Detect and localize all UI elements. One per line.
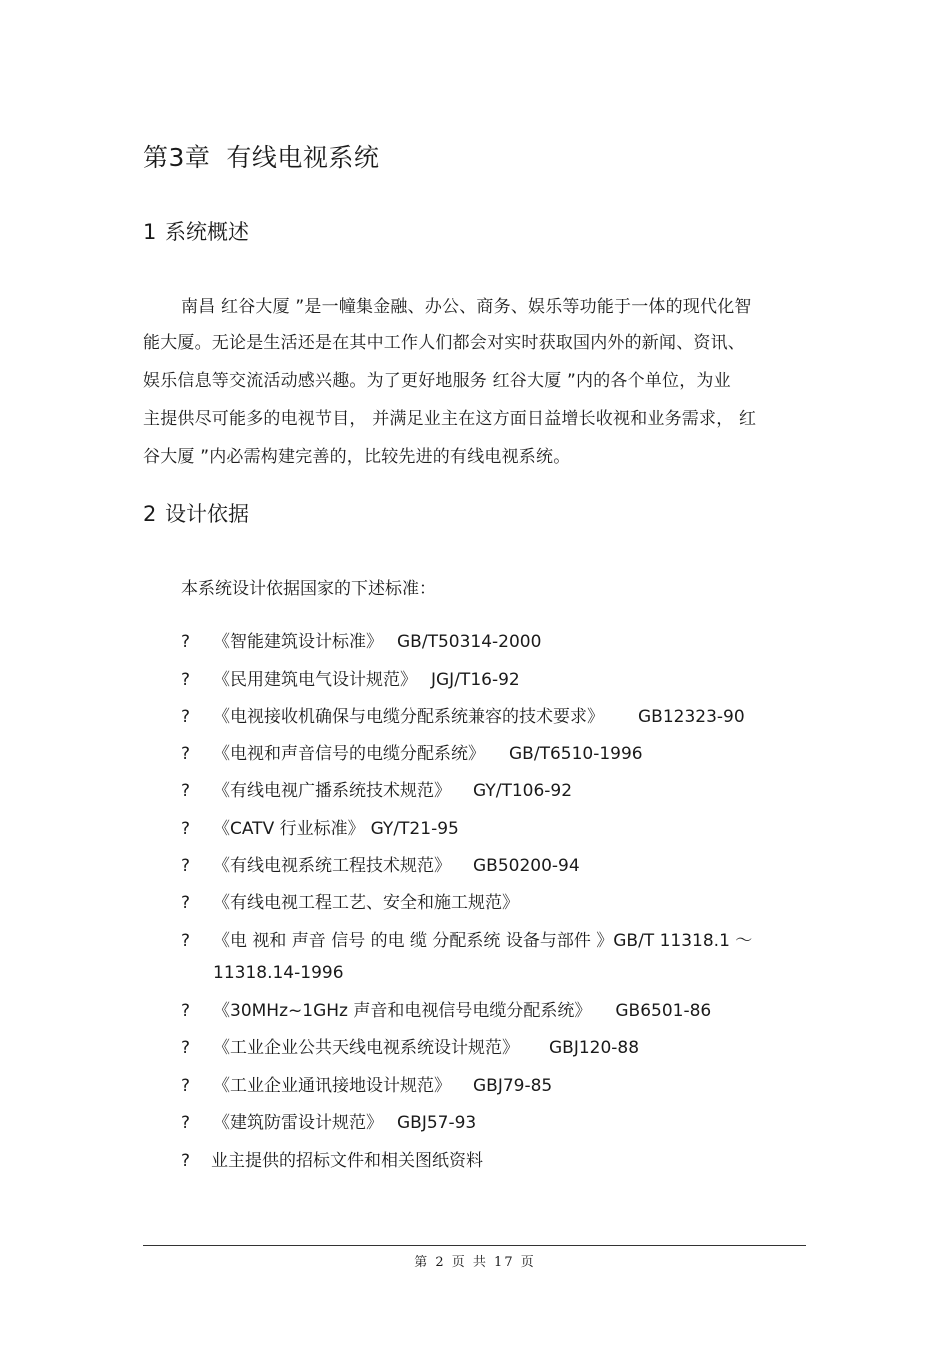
bullet-glyph: ? (181, 1151, 191, 1171)
footer-divider (143, 1245, 806, 1246)
standard-name: 《CATV 行业标准》 (213, 819, 365, 839)
standard-item (181, 627, 541, 652)
standard-name: 《建筑防雷设计规范》 (213, 1113, 383, 1133)
bullet-glyph: ? (181, 744, 191, 764)
standard-name: 《工业企业公共天线电视系统设计规范》 (213, 1038, 519, 1058)
standard-name: 《智能建筑设计标准》 (213, 632, 383, 652)
standard-item (181, 814, 459, 839)
overview-line: 娱乐信息等交流活动感兴趣。为了更好地服务 红谷大厦 ”内的各个单位，为业 (143, 371, 731, 391)
standard-item (181, 851, 580, 876)
standard-item (181, 926, 752, 951)
bullet-glyph: ? (181, 781, 191, 801)
standard-item (181, 996, 711, 1021)
bullet-glyph: ? (181, 632, 191, 652)
standard-code: GBJ120-88 (549, 1038, 640, 1058)
bullet-glyph: ? (181, 670, 191, 690)
standard-code: GBJ79-85 (473, 1076, 553, 1096)
standard-name: 《有线电视工程工艺、安全和施工规范》 (213, 893, 519, 913)
section-title: 设计依据 (165, 502, 249, 526)
standard-name: 《民用建筑电气设计规范》 (213, 670, 417, 690)
standard-item (181, 1146, 483, 1171)
standard-item (181, 1071, 552, 1096)
bullet-glyph: ? (181, 819, 191, 839)
bullet-glyph: ? (181, 1001, 191, 1021)
standard-code: JGJ/T16-92 (431, 670, 520, 690)
standard-code: GBJ57-93 (397, 1113, 477, 1133)
bullet-glyph: ? (181, 1038, 191, 1058)
basis-intro: 本系统设计依据国家的下述标准： (181, 579, 436, 599)
standard-item (181, 665, 520, 690)
standard-code: GY/T21-95 (370, 819, 459, 839)
standard-name: 《有线电视系统工程技术规范》 (213, 856, 451, 876)
section-title: 系统概述 (165, 220, 249, 244)
section-heading-design-basis (143, 498, 249, 528)
bullet-glyph: ? (181, 1076, 191, 1096)
section-heading-overview (143, 216, 249, 246)
standard-item (181, 1108, 476, 1133)
standard-name: 《电 视和 声音 信号 的电 缆 分配系统 设备与部件 》GB/T 11318.1 ～ (213, 931, 753, 951)
standard-code: GB50200-94 (473, 856, 580, 876)
section-number: 1 (143, 220, 157, 244)
standard-name: 《电视和声音信号的电缆分配系统》 (213, 744, 485, 764)
chapter-title (143, 138, 379, 174)
standard-code: GB6501-86 (615, 1001, 712, 1021)
bullet-glyph: ? (181, 1113, 191, 1133)
overview-line: 能大厦。无论是生活还是在其中工作人们都会对实时获取国内外的新闻、资讯、 (143, 333, 745, 353)
chapter-name: 有线电视系统 (226, 143, 380, 172)
standard-item-continuation (181, 963, 344, 983)
standard-name: 业主提供的招标文件和相关图纸资料 (211, 1151, 483, 1171)
overview-line: 主提供尽可能多的电视节目， 并满足业主在这方面日益增长收视和业务需求， 红 (143, 409, 757, 429)
standard-code: GB12323-90 (638, 707, 745, 727)
overview-line: 南昌 红谷大厦 ”是一幢集金融、办公、商务、娱乐等功能于一体的现代化智 (181, 297, 752, 317)
page-number-footer: 第 2 页 共 17 页 (414, 1255, 536, 1270)
standard-name: 《30MHz~1GHz 声音和电视信号电缆分配系统》 (213, 1001, 592, 1021)
standard-item (181, 702, 745, 727)
section-number: 2 (143, 502, 157, 526)
standard-name: 《电视接收机确保与电缆分配系统兼容的技术要求》 (213, 707, 604, 727)
standard-name: 《工业企业通讯接地设计规范》 (213, 1076, 451, 1096)
standard-item (181, 739, 643, 764)
standard-code: GB/T50314-2000 (397, 632, 542, 652)
overview-line: 谷大厦 ”内必需构建完善的，比较先进的有线电视系统。 (143, 447, 571, 467)
bullet-glyph: ? (181, 893, 191, 913)
standard-item (181, 888, 519, 913)
bullet-glyph: ? (181, 707, 191, 727)
standard-item (181, 776, 572, 801)
standard-code: GB/T6510-1996 (509, 744, 643, 764)
bullet-glyph: ? (181, 931, 191, 951)
standard-name: 11318.14-1996 (213, 963, 344, 983)
chapter-number: 第3章 (143, 143, 211, 172)
standard-name: 《有线电视广播系统技术规范》 (213, 781, 451, 801)
bullet-glyph: ? (181, 856, 191, 876)
standard-item (181, 1033, 639, 1058)
standard-code: GY/T106-92 (473, 781, 573, 801)
